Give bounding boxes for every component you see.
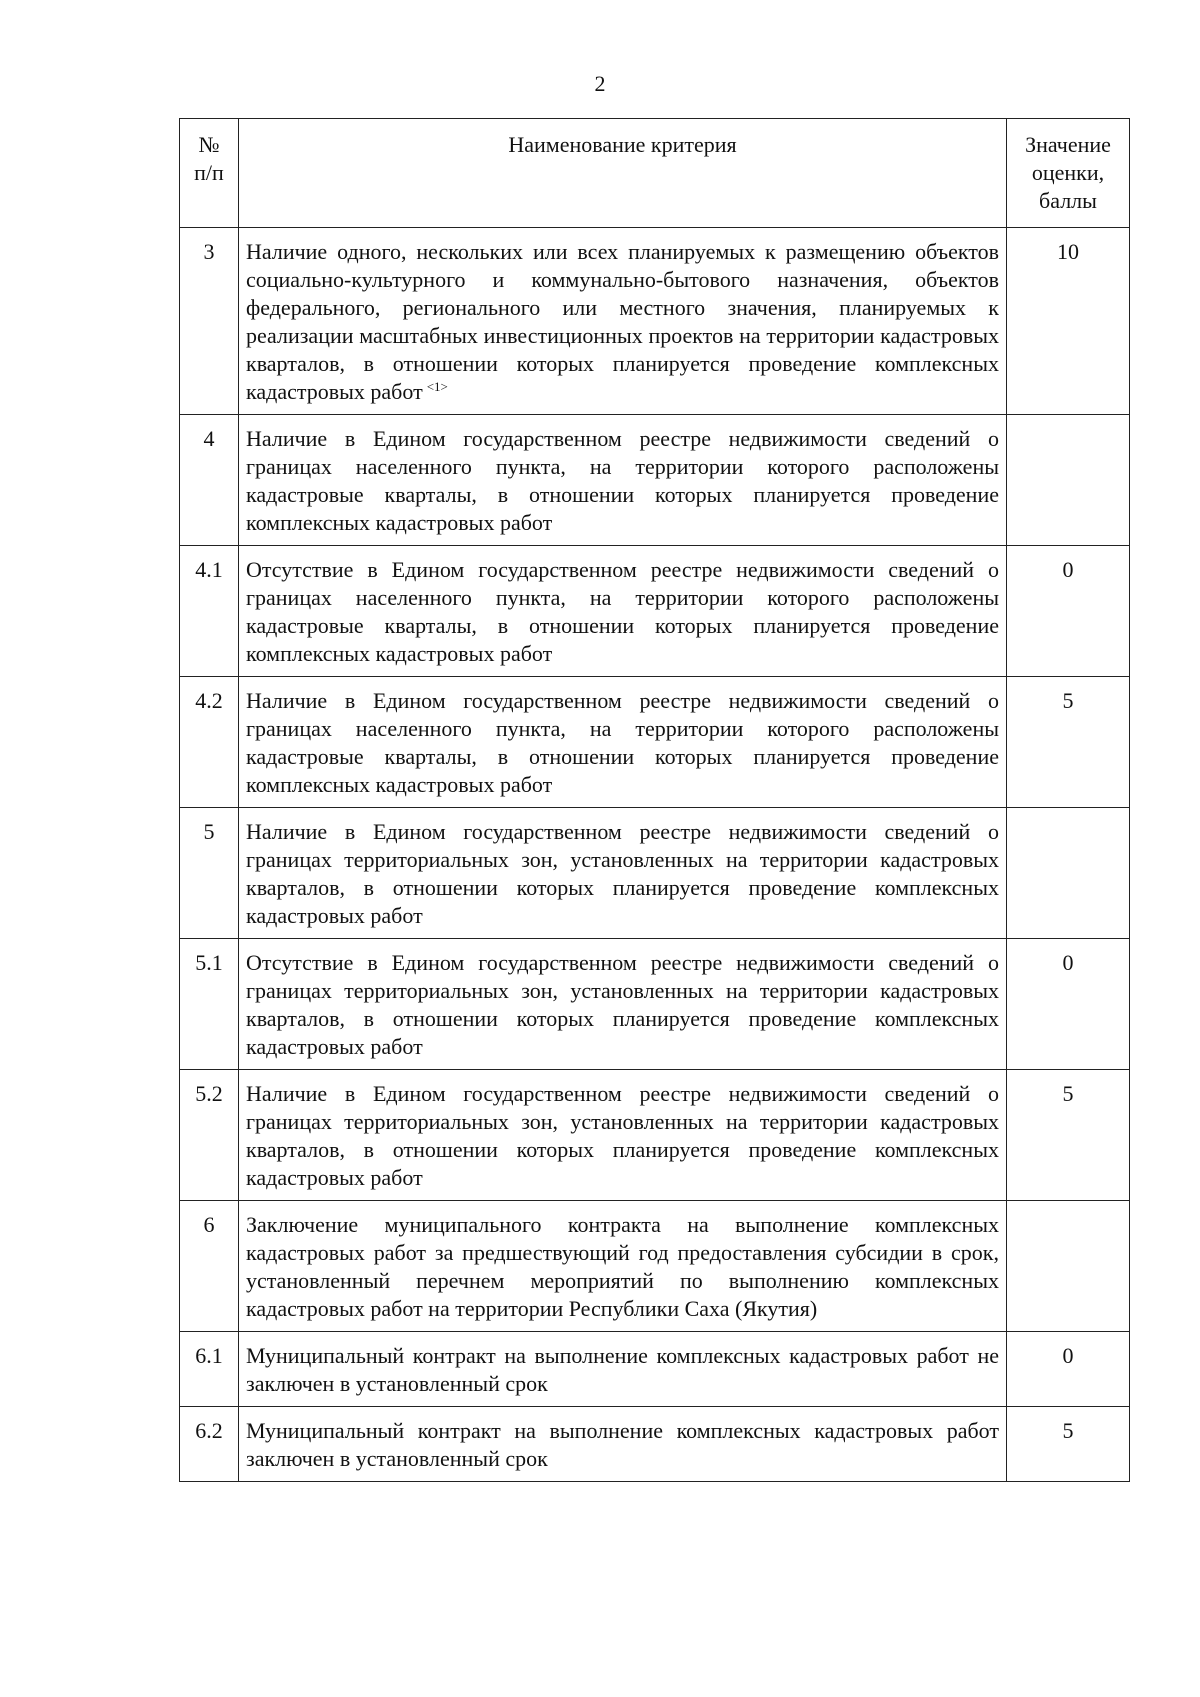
- table-row: [180, 808, 1130, 939]
- table-row: [180, 1201, 1130, 1332]
- header-number: № п/п: [180, 119, 239, 228]
- row-score: 10: [1007, 228, 1130, 415]
- table-header-row: [180, 119, 1130, 228]
- header-criterion-name: Наименование критерия: [239, 119, 1007, 228]
- table-row: [180, 1407, 1130, 1482]
- row-criterion: Муниципальный контракт на выполнение комплексных кадастровых работ не заключен в установленный срок: [239, 1332, 1007, 1407]
- page-number: 2: [594, 71, 606, 96]
- row-criterion: Наличие в Едином государственном реестре недвижимости сведений о границах территориальных зон, установленных на территории кадастровых кварталов, в отношении которых планируется проведение комплексных кадастровых работ: [239, 1070, 1007, 1201]
- table-row: [180, 415, 1130, 546]
- row-number: 3: [180, 228, 239, 415]
- row-criterion: Отсутствие в Едином государственном реестре недвижимости сведений о границах территориальных зон, установленных на территории кадастровых кварталов, в отношении которых планируется проведение комплексных кадастровых работ: [239, 939, 1007, 1070]
- row-number: 5.2: [180, 1070, 239, 1201]
- table-row: [180, 546, 1130, 677]
- row-number: 6: [180, 1201, 239, 1332]
- row-score: 0: [1007, 546, 1130, 677]
- row-criterion: Наличие в Едином государственном реестре недвижимости сведений о границах населенного пункта, на территории которого расположены кадастровые кварталы, в отношении которых планируется проведение комплексных кадастровых работ: [239, 677, 1007, 808]
- row-score: [1007, 1201, 1130, 1332]
- table-row: [180, 1070, 1130, 1201]
- row-score: [1007, 415, 1130, 546]
- row-score: 0: [1007, 939, 1130, 1070]
- table-row: [180, 228, 1130, 415]
- row-criterion: Отсутствие в Едином государственном реестре недвижимости сведений о границах населенного пункта, на территории которого расположены кадастровые кварталы, в отношении которых планируется проведение комплексных кадастровых работ: [239, 546, 1007, 677]
- table-row: [180, 939, 1130, 1070]
- row-score: 0: [1007, 1332, 1130, 1407]
- row-score: 5: [1007, 677, 1130, 808]
- row-number: 4.1: [180, 546, 239, 677]
- header-score: Значение оценки, баллы: [1007, 119, 1130, 228]
- row-criterion: Заключение муниципального контракта на выполнение комплексных кадастровых работ за предшествующий год предоставления субсидии в срок, установленный перечнем мероприятий по выполнению комплексных кадастровых работ на территории Республики Саха (Якутия): [239, 1201, 1007, 1332]
- row-number: 4.2: [180, 677, 239, 808]
- row-number: 5.1: [180, 939, 239, 1070]
- row-criterion: Наличие в Едином государственном реестре недвижимости сведений о границах территориальных зон, установленных на территории кадастровых кварталов, в отношении которых планируется проведение комплексных кадастровых работ: [239, 808, 1007, 939]
- row-number: 5: [180, 808, 239, 939]
- criteria-table: [179, 118, 1130, 1482]
- row-number: 6.2: [180, 1407, 239, 1482]
- row-criterion: Наличие в Едином государственном реестре недвижимости сведений о границах населенного пункта, на территории которого расположены кадастровые кварталы, в отношении которых планируется проведение комплексных кадастровых работ: [239, 415, 1007, 546]
- row-score: 5: [1007, 1070, 1130, 1201]
- row-criterion: Муниципальный контракт на выполнение комплексных кадастровых работ заключен в установленный срок: [239, 1407, 1007, 1482]
- row-score: 5: [1007, 1407, 1130, 1482]
- table-row: [180, 677, 1130, 808]
- row-criterion-text: Наличие одного, нескольких или всех планируемых к размещению объектов социально-культурного и коммунально-бытового назначения, объектов федерального, регионального или местного значения, планируемых к реализации масштабных инвестиционных проектов на территории кадастровых кварталов, в отношении которых планируется проведение комплексных кадастровых работ: [246, 239, 999, 404]
- footnote-marker: <1>: [426, 378, 448, 394]
- row-number: 4: [180, 415, 239, 546]
- row-number: 6.1: [180, 1332, 239, 1407]
- row-criterion: [239, 228, 1007, 415]
- row-score: [1007, 808, 1130, 939]
- table-row: [180, 1332, 1130, 1407]
